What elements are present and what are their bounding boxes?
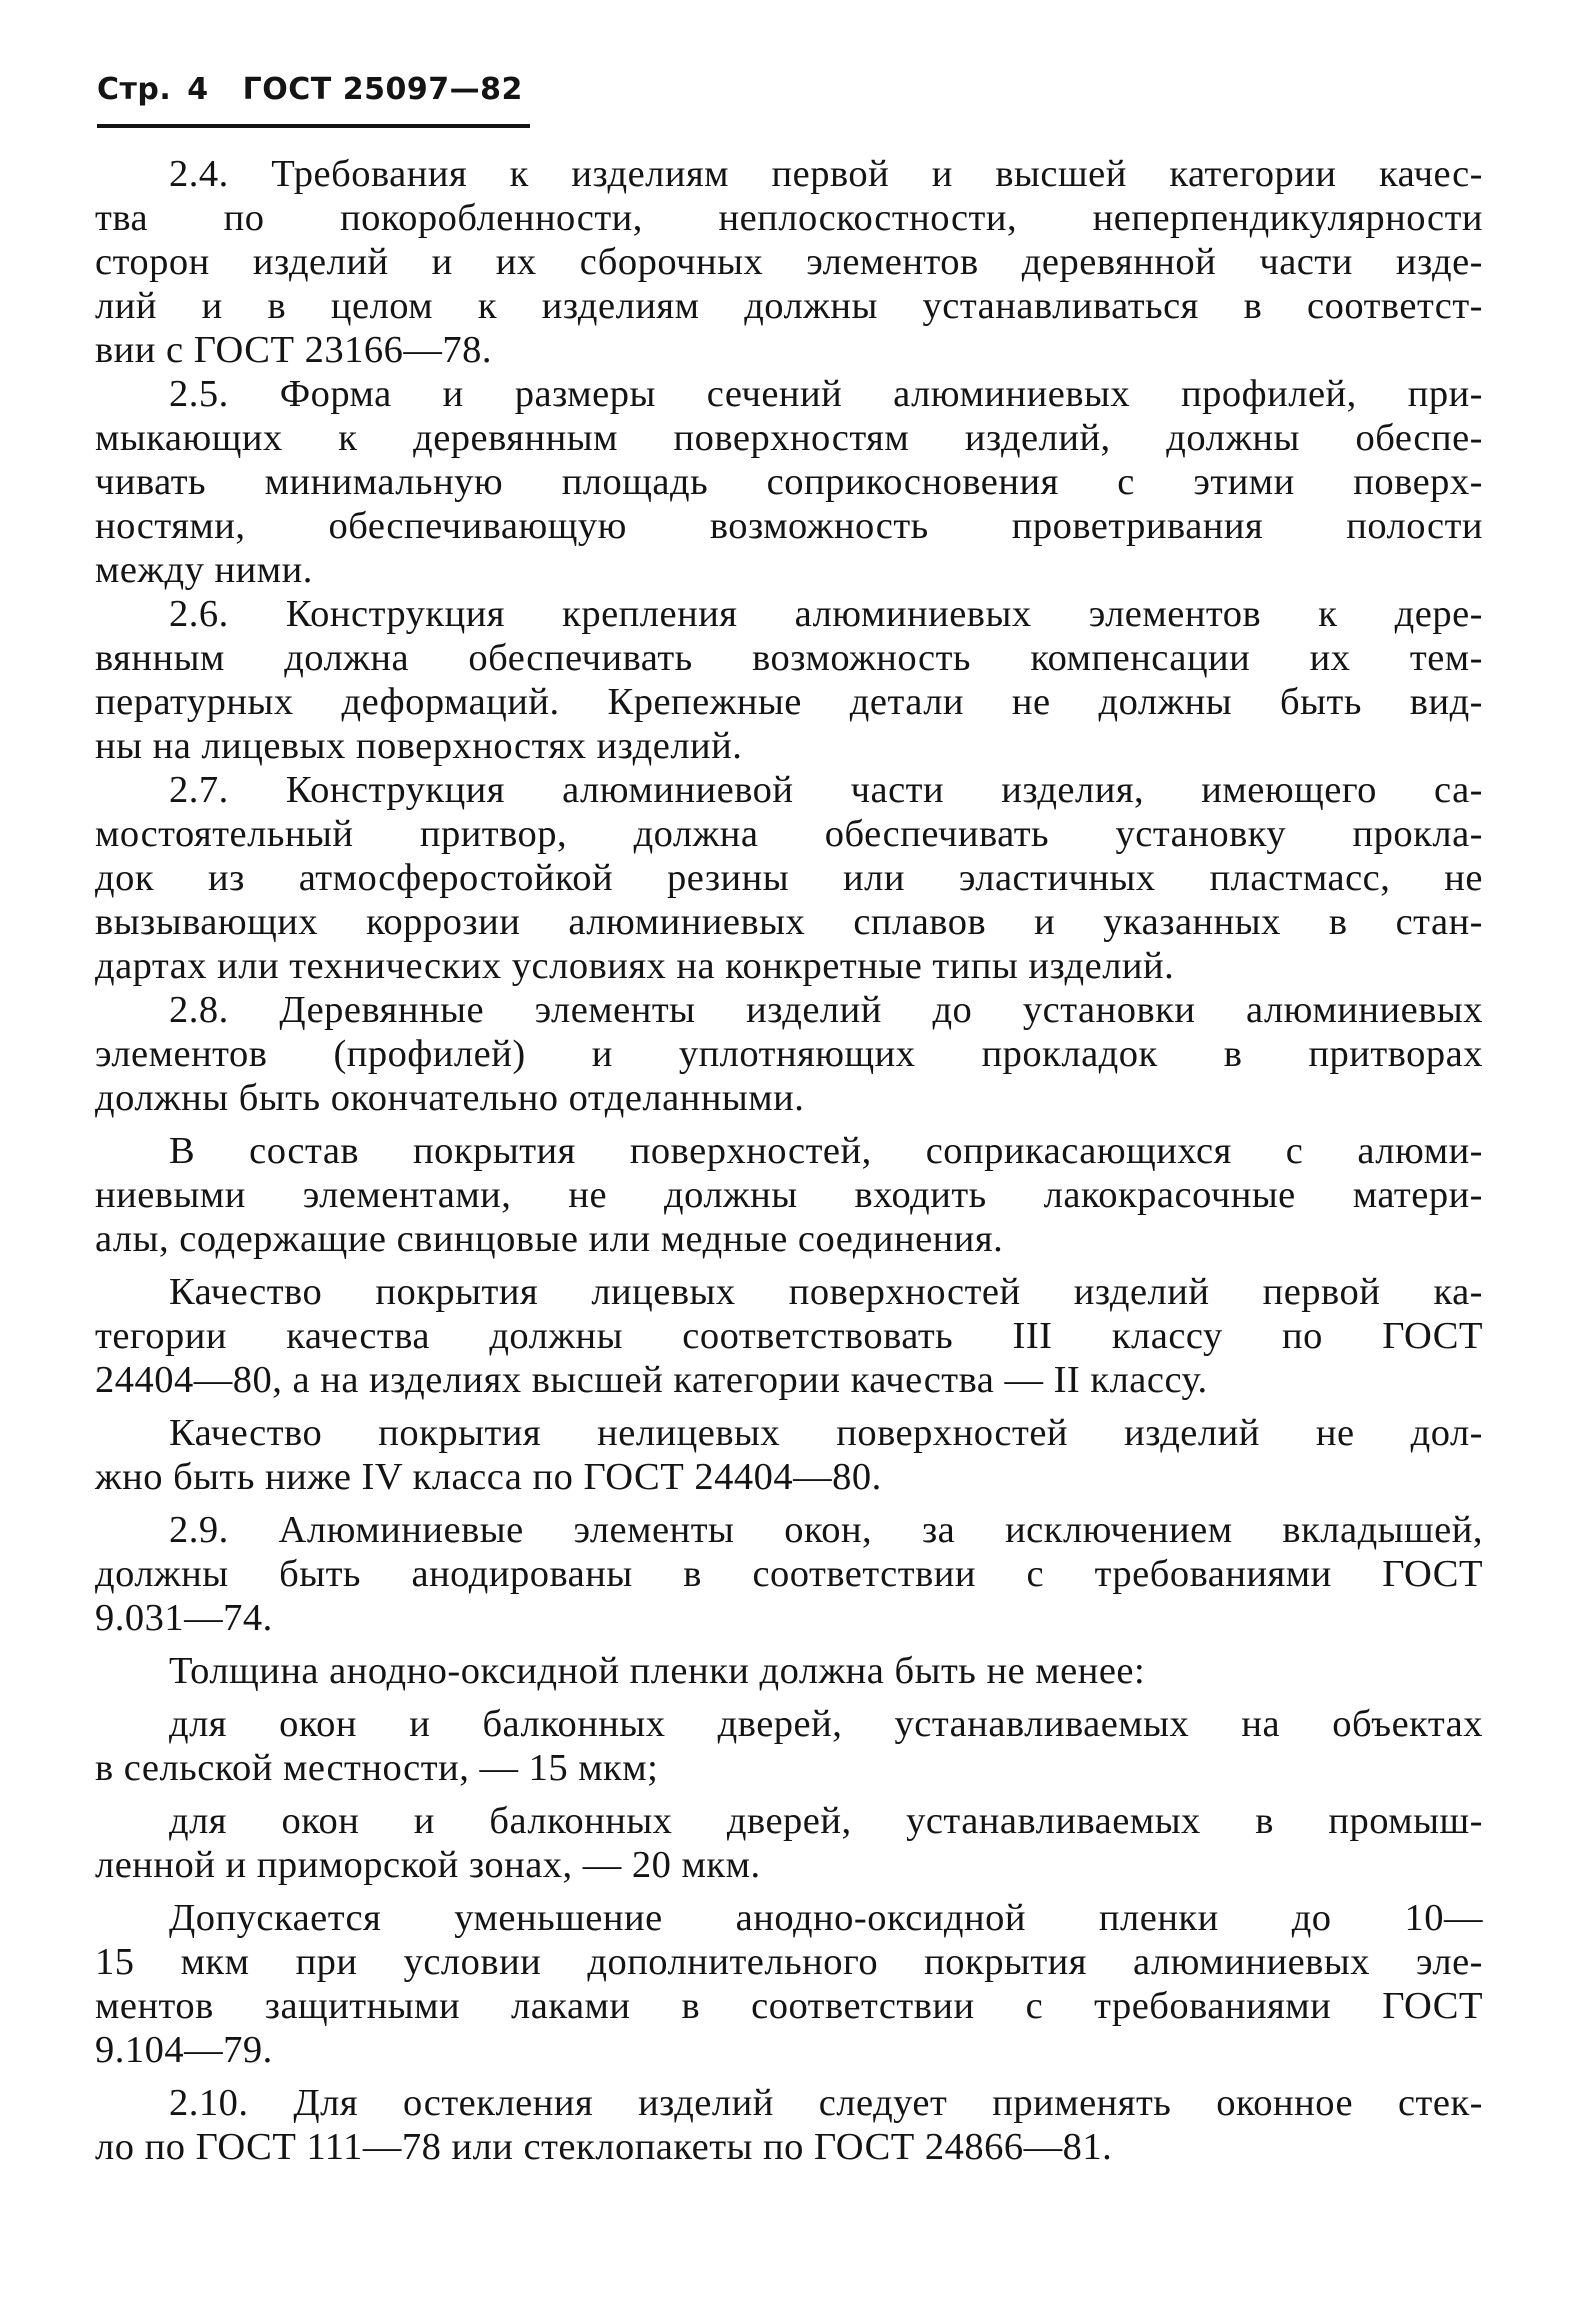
text-line: тва по покоробленности, неплоскостности, неперпендикулярности (95, 197, 1483, 239)
text-line: жно быть ниже IV класса по ГОСТ 24404—80. (95, 1456, 882, 1498)
text-line: чивать минимальную площадь соприкосновения с этими поверх- (95, 461, 1483, 503)
paragraph-2-8-nonface (95, 1411, 1483, 1499)
text-line: алы, содержащие свинцовые или медные соединения. (95, 1218, 1004, 1260)
paragraph-2-8-coating (95, 1129, 1483, 1261)
text-line: ностями, обеспечивающую возможность проветривания полости (95, 505, 1483, 547)
header-rule (97, 124, 530, 128)
text-line: Качество покрытия нелицевых поверхностей изделий не дол- (169, 1412, 1483, 1454)
text-line: 2.8. Деревянные элементы изделий до установки алюминиевых (169, 989, 1483, 1031)
text-line: 9.104—79. (95, 2029, 273, 2071)
text-line: ниевыми элементами, не должны входить лакокрасочные матери- (95, 1174, 1483, 1216)
text-line: 2.4. Требования к изделиям первой и высшей категории качес- (169, 153, 1483, 195)
text-line: ленной и приморской зонах, — 20 мкм. (95, 1844, 761, 1886)
paragraph-2-7 (95, 768, 1483, 988)
text-line: для окон и балконных дверей, устанавливаемых в промыш- (169, 1800, 1483, 1842)
text-line: Толщина анодно-оксидной пленки должна быть не менее: (169, 1650, 1146, 1692)
text-line: 2.9. Алюминиевые элементы окон, за исключением вкладышей, (169, 1509, 1483, 1551)
text-line: вызывающих коррозии алюминиевых сплавов и указанных в стан- (95, 901, 1483, 943)
text-line: 15 мкм при условии дополнительного покрытия алюминиевых эле- (95, 1941, 1483, 1983)
text-line: сторон изделий и их сборочных элементов деревянной части изде- (95, 241, 1483, 283)
paragraph-2-9-rural (95, 1702, 1483, 1790)
text-line: док из атмосферостойкой резины или эластичных пластмасс, не (95, 857, 1483, 899)
paragraph-2-10 (95, 2081, 1483, 2169)
page-label: Стр. (97, 72, 172, 107)
text-line: вянным должна обеспечивать возможность компенсации их тем- (95, 637, 1483, 679)
page-number: 4 (187, 72, 209, 107)
text-line: пературных деформаций. Крепежные детали не должны быть вид- (95, 681, 1483, 723)
text-line: 24404—80, а на изделиях высшей категории качества — II классу. (95, 1359, 1208, 1401)
text-line: тегории качества должны соответствовать III классу по ГОСТ (95, 1315, 1483, 1357)
paragraph-2-5 (95, 372, 1483, 592)
text-line: в сельской местности, — 15 мкм; (95, 1747, 659, 1789)
document-body (95, 152, 1483, 2169)
paragraph-2-9-reduction (95, 1896, 1483, 2072)
paragraph-2-4 (95, 152, 1483, 372)
standard-designation: ГОСТ 25097—82 (242, 72, 523, 107)
text-line: для окон и балконных дверей, устанавливаемых на объектах (169, 1703, 1483, 1745)
text-line: 9.031—74. (95, 1597, 273, 1639)
text-line: должны быть окончательно отделанными. (95, 1077, 805, 1119)
page-header (97, 72, 523, 107)
text-line: Качество покрытия лицевых поверхностей изделий первой ка- (169, 1271, 1483, 1313)
text-line: 2.5. Форма и размеры сечений алюминиевых профилей, при- (169, 373, 1483, 415)
text-line: 2.7. Конструкция алюминиевой части изделия, имеющего са- (169, 769, 1483, 811)
text-line: ло по ГОСТ 111—78 или стеклопакеты по ГОСТ 24866—81. (95, 2126, 1113, 2168)
text-line: 2.6. Конструкция крепления алюминиевых элементов к дере- (169, 593, 1483, 635)
paragraph-2-8 (95, 988, 1483, 1120)
text-line: вии с ГОСТ 23166—78. (95, 329, 492, 371)
paragraph-2-9 (95, 1508, 1483, 1640)
text-line: дартах или технических условиях на конкретные типы изделий. (95, 945, 1175, 987)
paragraph-2-6 (95, 592, 1483, 768)
text-line: между ними. (95, 549, 313, 591)
paragraph-2-9-industrial (95, 1799, 1483, 1887)
text-line: лий и в целом к изделиям должны устанавливаться в соответст- (95, 285, 1483, 327)
text-line: мостоятельный притвор, должна обеспечивать установку прокла- (95, 813, 1483, 855)
text-line: должны быть анодированы в соответствии с требованиями ГОСТ (95, 1553, 1483, 1595)
text-line: элементов (профилей) и уплотняющих прокладок в притворах (95, 1033, 1483, 1075)
text-line: ны на лицевых поверхностях изделий. (95, 725, 743, 767)
text-line: мыкающих к деревянным поверхностям изделий, должны обеспе- (95, 417, 1483, 459)
text-line: 2.10. Для остекления изделий следует применять оконное стек- (169, 2082, 1483, 2124)
text-line: Допускается уменьшение анодно-оксидной пленки до 10— (169, 1897, 1483, 1939)
text-line: В состав покрытия поверхностей, соприкасающихся с алюми- (169, 1130, 1483, 1172)
paragraph-2-8-quality (95, 1270, 1483, 1402)
text-line: ментов защитными лаками в соответствии с требованиями ГОСТ (95, 1985, 1483, 2027)
paragraph-2-9-thickness (95, 1649, 1483, 1693)
